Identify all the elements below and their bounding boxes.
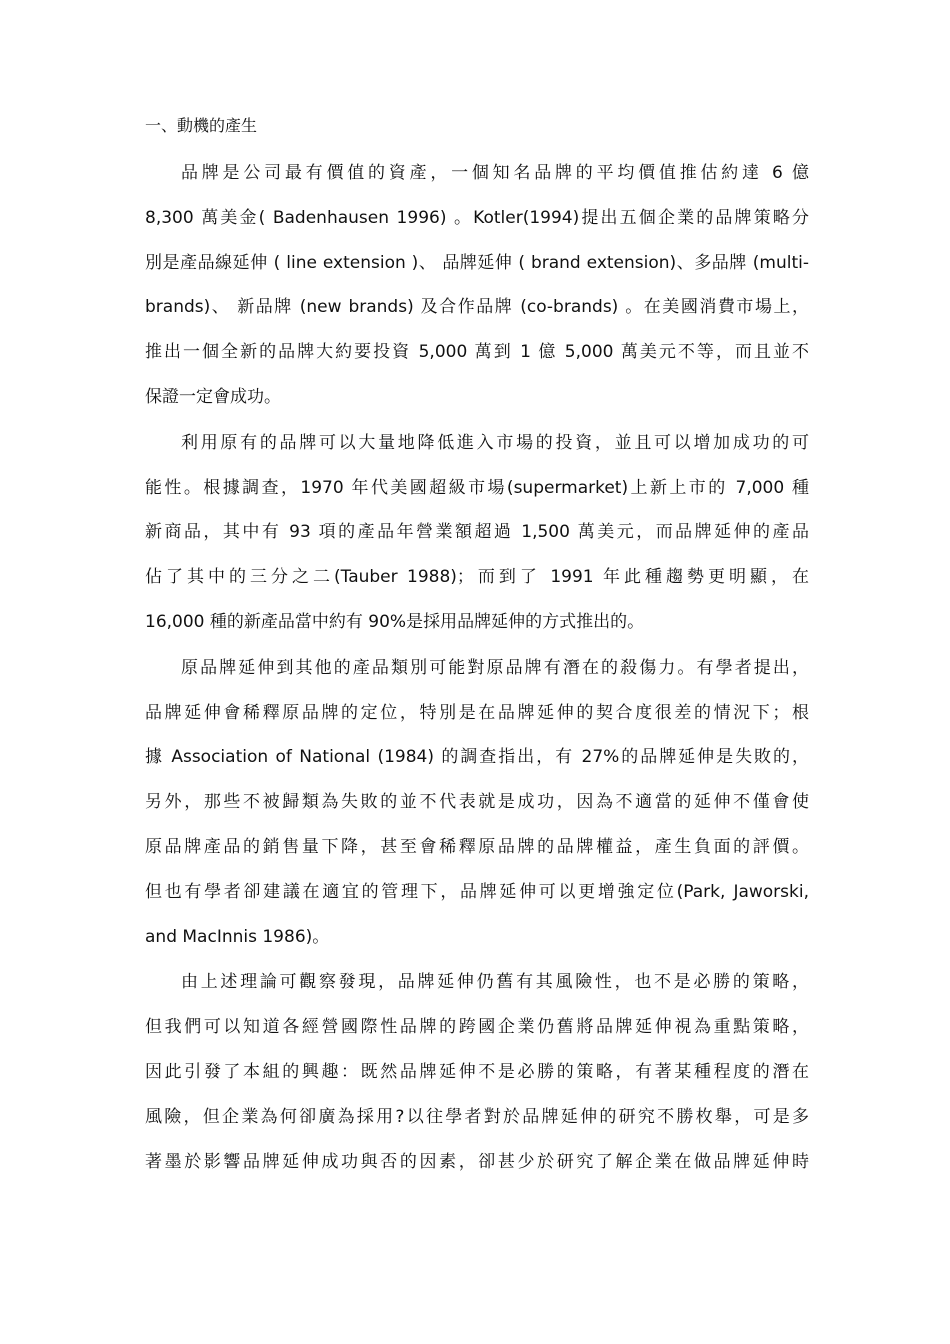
text-line: 品牌是公司最有價值的資產，一個知名品牌的平均價值推估約達 6 億 [181,163,809,183]
paragraph [145,157,809,426]
document-body [145,157,809,1190]
text-line: 由上述理論可觀察發現，品牌延伸仍舊有其風險性，也不是必勝的策略， [181,972,809,993]
text-line: 能性。根據調查，1970 年代美國超級市場(supermarket)上新上市的 7,000 種 [145,477,809,498]
text-line: 別是產品線延伸 ( line extension )、 品牌延伸 ( brand extension)、多品牌 (multi- [145,252,809,273]
paragraph [145,427,809,651]
text-line: 但我們可以知道各經營國際性品牌的跨國企業仍舊將品牌延伸視為重點策略， [145,1017,809,1038]
text-line: 利用原有的品牌可以大量地降低進入市場的投資，並且可以增加成功的可 [181,432,809,453]
text-line: 8,300 萬美金( Badenhausen 1996) 。Kotler(1994)提出五個企業的品牌策略分 [145,207,809,228]
text-line: 推出一個全新的品牌大約要投資 5,000 萬到 1 億 5,000 萬美元不等，而且並不 [145,342,809,363]
text-line: 品牌延伸會稀釋原品牌的定位，特別是在品牌延伸的契合度很差的情況下；根 [145,702,809,723]
text-line: 風險，但企業為何卻廣為採用?以往學者對於品牌延伸的研究不勝枚舉，可是多 [145,1106,809,1127]
paragraph [145,652,809,966]
text-line: 但也有學者卻建議在適宜的管理下，品牌延伸可以更增強定位(Park, Jaworski, [145,881,809,902]
text-line: 因此引發了本組的興趣：既然品牌延伸不是必勝的策略，有著某種程度的潛在 [145,1061,809,1082]
text-line: and MacInnis 1986)。 [145,926,330,947]
text-line: 原品牌延伸到其他的產品類別可能對原品牌有潛在的殺傷力。有學者提出， [181,657,809,678]
text-line: 著墨於影響品牌延伸成功與否的因素，卻甚少於研究了解企業在做品牌延伸時 [145,1151,809,1172]
document-page [145,112,809,1190]
text-line: 另外，那些不被歸類為失敗的並不代表就是成功，因為不適當的延伸不僅會使 [145,792,809,813]
text-line: 據 Association of National (1984) 的調查指出，有 27%的品牌延伸是失敗的， [145,747,809,768]
section-heading: 一、動機的產生 [145,116,258,135]
text-line: brands)、 新品牌 (new brands) 及合作品牌 (co-brands) 。在美國消費市場上， [145,297,809,318]
text-line: 16,000 種的新產品當中約有 90%是採用品牌延伸的方式推出的。 [145,611,645,632]
text-line: 新商品，其中有 93 項的產品年營業額超過 1,500 萬美元，而品牌延伸的產品 [145,522,809,543]
text-line: 原品牌產品的銷售量下降，甚至會稀釋原品牌的品牌權益，產生負面的評價。 [145,836,809,857]
text-line: 保證一定會成功。 [145,386,281,407]
paragraph [145,966,809,1190]
text-line: 佔了其中的三分之二(Tauber 1988)；而到了 1991 年此種趨勢更明顯，在 [145,567,809,588]
